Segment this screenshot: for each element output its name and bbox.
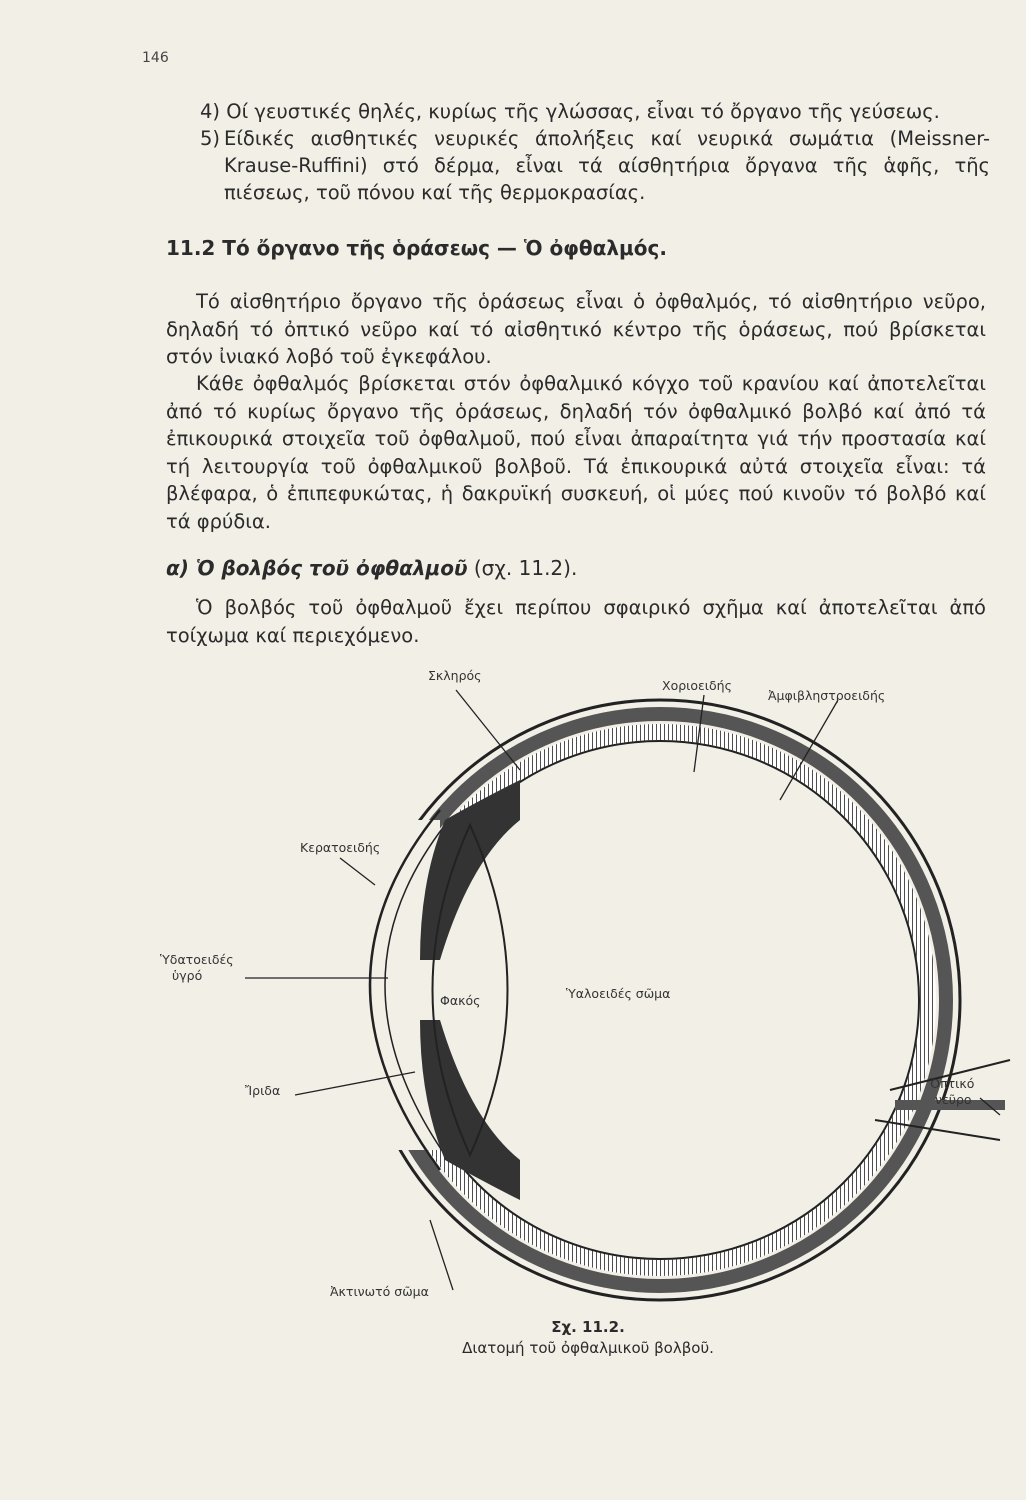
label-lens: Φακός [440,993,481,1008]
paragraph-text: Ὁ βολβός τοῦ ὀφθαλμοῦ ἔχει περίπου σφαιρικό σχῆμα καί ἀποτελεῖται ἀπό τοίχωμα καί περιεχόμενο. [166,596,986,647]
list-item-5 [200,125,990,206]
figure-caption [0,1318,1026,1357]
list-item-number: 4) [200,100,221,123]
label-retina: Ἀμφιβληστροειδής [768,688,886,703]
caption-text: Διατομή τοῦ ὀφθαλμικοῦ βολβοῦ. [462,1339,714,1357]
label-aqueous-2: ὑγρό [172,968,203,983]
paragraph-3 [166,594,986,649]
list-item-text: Οί γευστικές θηλές, κυρίως τῆς γλώσσας, εἶναι τό ὄργανο τῆς γεύσεως. [226,100,940,123]
label-aqueous-1: Ὑδατοειδές [160,952,234,967]
label-iris: Ἴριδα [245,1083,281,1098]
subheading [166,556,577,580]
list-item-4 [200,98,1000,125]
subheading-ref: (σχ. 11.2). [473,556,578,580]
paragraph-text: Κάθε ὀφθαλμός βρίσκεται στόν ὀφθαλμικό κόγχο τοῦ κρανίου καί ἀποτελεῖται ἀπό τό κυρίως ὄργανο τῆς ὁράσεως, δηλαδή τόν ὀφθαλμικό βολβό καί ἀπό τά ἐπικουρικά στοιχεῖα τοῦ ὀφθαλμοῦ, πού εἶναι ἀπαραίτητα γιά τήν προστασία καί τή λειτουργία τοῦ ὀφθαλμικοῦ βολβοῦ. Τά ἐπικουρικά αὐτά στοιχεῖα εἶναι: τά βλέφαρα, ὁ ἐπιπεφυκώτας, ἡ δακρυϊκή συσκευή, οἱ μύες πού κινοῦν τό βολβό καί τά φρύδια. [166,372,986,533]
caption-number: Σχ. 11.2. [551,1318,625,1336]
paragraph-1 [166,288,986,371]
list-item-number: 5) [200,127,221,150]
label-sclera: Σκληρός [428,668,482,683]
paragraph-text: Τό αἰσθητήριο ὄργανο τῆς ὁράσεως εἶναι ὁ ὀφθαλμός, τό αἰσθητήριο νεῦρο, δηλαδή τό ὀπτικό νεῦρο καί τό αἰσθητικό κέντρο τῆς ὁράσεως, πού βρίσκεται στόν ἰνιακό λοβό τοῦ ἐγκεφάλου. [166,290,986,368]
subheading-italic: α) Ὁ βολβός τοῦ ὀφθαλμοῦ [166,556,468,580]
paragraph-2 [166,370,986,535]
label-optic-1: Ὀπτικό [930,1076,975,1091]
label-ciliary: Ἀκτινωτό σῶμα [330,1284,429,1299]
label-choroid: Χοριοειδής [662,678,732,693]
ciliary-body-top [420,780,520,960]
page-number: 146 [142,50,169,66]
label-vitreous: Ὑαλοειδές σῶμα [566,986,671,1001]
label-optic-2: νεῦρο [935,1092,972,1107]
eye-diagram [0,660,1026,1320]
label-cornea: Κερατοειδής [300,840,381,855]
list-item-text: Είδικές αισθητικές νευρικές άπολήξεις καί νευρικά σωμάτια (Meissner-Krause-Ruffini) στό δέρμα, εἶναι τά αίσθητήρια ὄργανα τῆς ἁφῆς, τῆς πιέσεως, τοῦ πόνου καί τῆς θερμοκρασίας. [224,127,990,204]
section-heading: 11.2 Τό ὄργανο τῆς ὁράσεως — Ὁ ὀφθαλμός. [166,236,667,260]
